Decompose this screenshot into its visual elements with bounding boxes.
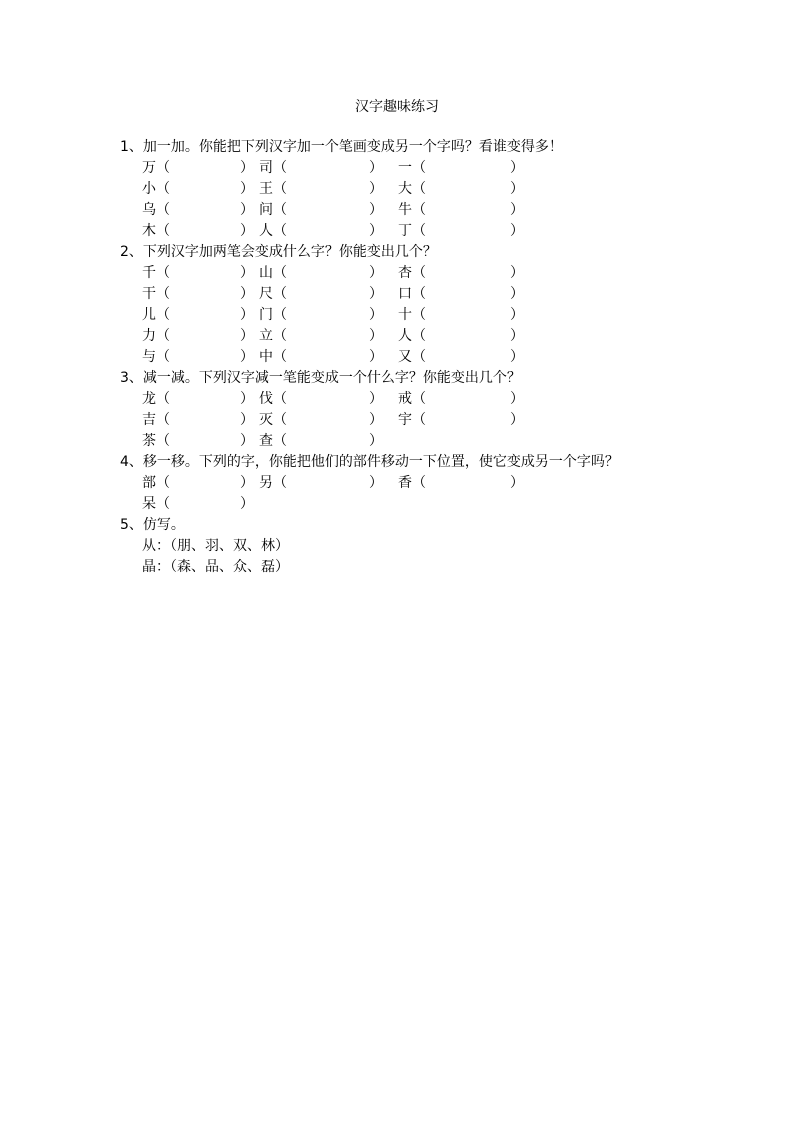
- paren-open: （: [273, 265, 287, 281]
- paren-close: ）: [510, 328, 524, 344]
- paren-close: ）: [510, 307, 524, 323]
- paren-open: （: [273, 433, 287, 449]
- exercise-item: [259, 179, 383, 200]
- exercise-row: [0, 158, 794, 179]
- source-character: 牛: [398, 202, 412, 218]
- source-character: 又: [398, 349, 412, 365]
- source-character: 力: [142, 328, 156, 344]
- paren-open: （: [156, 223, 170, 239]
- paren-close: ）: [240, 391, 254, 407]
- paren-open: （: [412, 181, 426, 197]
- paren-close: ）: [510, 223, 524, 239]
- exercise-item: [142, 473, 254, 494]
- exercise-item: [142, 410, 254, 431]
- exercise-item: [259, 200, 383, 221]
- exercise-item: [142, 494, 254, 515]
- paren-open: （: [156, 286, 170, 302]
- exercise-item: [259, 410, 383, 431]
- exercise-item: [398, 473, 524, 494]
- source-character: 另: [259, 475, 273, 491]
- paren-close: ）: [369, 349, 383, 365]
- paren-close: ）: [510, 265, 524, 281]
- exercise-row: [0, 221, 794, 242]
- paren-open: （: [156, 181, 170, 197]
- paren-open: （: [273, 181, 287, 197]
- paren-open: （: [156, 475, 170, 491]
- question-heading: 3、减一减。下列汉字减一笔能变成一个什么字？你能变出几个？: [120, 370, 521, 386]
- exercise-row: [0, 347, 794, 368]
- exercise-item: [398, 389, 524, 410]
- paren-close: ）: [240, 265, 254, 281]
- source-character: 千: [142, 265, 156, 281]
- paren-close: ）: [510, 391, 524, 407]
- paren-open: （: [273, 286, 287, 302]
- paren-close: ）: [369, 433, 383, 449]
- exercise-item: [142, 305, 254, 326]
- paren-open: （: [412, 412, 426, 428]
- exercise-row: [0, 431, 794, 452]
- exercise-item: [142, 326, 254, 347]
- source-character: 戒: [398, 391, 412, 407]
- source-character: 杏: [398, 265, 412, 281]
- source-character: 与: [142, 349, 156, 365]
- source-character: 中: [259, 349, 273, 365]
- exercise-item: [398, 221, 524, 242]
- exercise-item: [398, 326, 524, 347]
- source-character: 香: [398, 475, 412, 491]
- source-character: 龙: [142, 391, 156, 407]
- exercise-item: [259, 158, 383, 179]
- exercise-row: [0, 179, 794, 200]
- exercise-item: [398, 158, 524, 179]
- exercise-item: [142, 221, 254, 242]
- source-character: 伐: [259, 391, 273, 407]
- source-character: 人: [259, 223, 273, 239]
- paren-close: ）: [369, 286, 383, 302]
- paren-open: （: [156, 391, 170, 407]
- paren-open: （: [156, 265, 170, 281]
- paren-open: （: [156, 412, 170, 428]
- paren-close: ）: [369, 223, 383, 239]
- paren-open: （: [412, 349, 426, 365]
- paren-close: ）: [240, 286, 254, 302]
- source-character: 小: [142, 181, 156, 197]
- paren-close: ）: [240, 181, 254, 197]
- paren-open: （: [273, 328, 287, 344]
- exercise-item: [398, 263, 524, 284]
- source-character: 部: [142, 475, 156, 491]
- paren-open: （: [273, 223, 287, 239]
- source-character: 人: [398, 328, 412, 344]
- source-character: 万: [142, 160, 156, 176]
- exercise-item: [142, 158, 254, 179]
- paren-close: ）: [510, 412, 524, 428]
- paren-open: （: [412, 307, 426, 323]
- paren-close: ）: [240, 412, 254, 428]
- paren-close: ）: [240, 433, 254, 449]
- paren-open: （: [156, 160, 170, 176]
- source-character: 查: [259, 433, 273, 449]
- paren-open: （: [273, 307, 287, 323]
- exercise-row: [0, 389, 794, 410]
- exercise-row: [0, 473, 794, 494]
- source-character: 口: [398, 286, 412, 302]
- source-character: 乌: [142, 202, 156, 218]
- source-character: 门: [259, 307, 273, 323]
- source-character: 呆: [142, 496, 156, 512]
- paren-close: ）: [240, 496, 254, 512]
- paren-open: （: [156, 328, 170, 344]
- paren-close: ）: [240, 202, 254, 218]
- exercise-item: [142, 284, 254, 305]
- section-heading-line: [0, 242, 794, 263]
- paren-close: ）: [510, 160, 524, 176]
- section-heading-line: [0, 368, 794, 389]
- exercise-item: [398, 200, 524, 221]
- source-character: 茶: [142, 433, 156, 449]
- source-character: 儿: [142, 307, 156, 323]
- source-character: 尺: [259, 286, 273, 302]
- exercise-row: [0, 284, 794, 305]
- exercise-row: [0, 410, 794, 431]
- exercise-item: [142, 389, 254, 410]
- paren-open: （: [273, 349, 287, 365]
- source-character: 一: [398, 160, 412, 176]
- paren-open: （: [412, 265, 426, 281]
- source-character: 十: [398, 307, 412, 323]
- paren-close: ）: [240, 160, 254, 176]
- paren-close: ）: [369, 475, 383, 491]
- paren-close: ）: [369, 307, 383, 323]
- exercise-item: [259, 431, 383, 452]
- exercise-row: [0, 305, 794, 326]
- paren-close: ）: [369, 160, 383, 176]
- paren-open: （: [412, 223, 426, 239]
- source-character: 吉: [142, 412, 156, 428]
- imitation-example: 晶：（森、品、众、磊）: [142, 559, 289, 575]
- paren-close: ）: [369, 265, 383, 281]
- exercise-row: [0, 263, 794, 284]
- exercise-item: [259, 263, 383, 284]
- paren-open: （: [412, 391, 426, 407]
- paren-close: ）: [240, 349, 254, 365]
- source-character: 宇: [398, 412, 412, 428]
- exercise-item: [259, 347, 383, 368]
- exercise-item: [259, 305, 383, 326]
- paren-open: （: [156, 433, 170, 449]
- exercise-item: [398, 179, 524, 200]
- paren-open: （: [412, 160, 426, 176]
- paren-open: （: [156, 349, 170, 365]
- source-character: 王: [259, 181, 273, 197]
- paren-open: （: [273, 475, 287, 491]
- question-heading: 4、移一移。下列的字，你能把他们的部件移动一下位置，使它变成另一个字吗？: [120, 454, 619, 470]
- paren-close: ）: [240, 223, 254, 239]
- source-character: 灭: [259, 412, 273, 428]
- paren-close: ）: [510, 181, 524, 197]
- exercise-item: [259, 473, 383, 494]
- exercise-row: [0, 326, 794, 347]
- paren-open: （: [273, 160, 287, 176]
- exercise-item: [142, 431, 254, 452]
- source-character: 山: [259, 265, 273, 281]
- paren-close: ）: [369, 328, 383, 344]
- source-character: 丁: [398, 223, 412, 239]
- exercise-item: [398, 284, 524, 305]
- paren-close: ）: [369, 181, 383, 197]
- question-heading: 5、仿写。: [120, 517, 185, 533]
- paren-close: ）: [240, 475, 254, 491]
- paren-close: ）: [510, 349, 524, 365]
- source-character: 大: [398, 181, 412, 197]
- paren-close: ）: [240, 307, 254, 323]
- imitation-example: 从：（朋、羽、双、林）: [142, 538, 289, 554]
- paren-close: ）: [510, 202, 524, 218]
- exercise-item: [398, 410, 524, 431]
- paren-open: （: [412, 328, 426, 344]
- paren-open: （: [273, 412, 287, 428]
- exercise-item: [398, 347, 524, 368]
- paren-close: ）: [369, 412, 383, 428]
- paren-open: （: [412, 286, 426, 302]
- exercise-item: [142, 179, 254, 200]
- question-heading: 2、下列汉字加两笔会变成什么字？你能变出几个？: [120, 244, 437, 260]
- exercise-item: [142, 347, 254, 368]
- exercise-item: [259, 221, 383, 242]
- paren-open: （: [273, 391, 287, 407]
- exercise-item: [259, 389, 383, 410]
- section-heading-line: [0, 515, 794, 536]
- section-heading-line: [0, 137, 794, 158]
- exercise-row: [0, 200, 794, 221]
- source-character: 立: [259, 328, 273, 344]
- source-character: 干: [142, 286, 156, 302]
- example-line: [0, 536, 794, 557]
- paren-close: ）: [510, 286, 524, 302]
- exercise-item: [259, 284, 383, 305]
- paren-close: ）: [369, 391, 383, 407]
- source-character: 木: [142, 223, 156, 239]
- paren-open: （: [412, 202, 426, 218]
- paren-close: ）: [510, 475, 524, 491]
- exercise-item: [259, 326, 383, 347]
- exercise-item: [142, 200, 254, 221]
- paren-close: ）: [369, 202, 383, 218]
- paren-open: （: [156, 307, 170, 323]
- exercise-item: [142, 263, 254, 284]
- exercise-row: [0, 494, 794, 515]
- example-line: [0, 557, 794, 578]
- paren-open: （: [273, 202, 287, 218]
- exercise-item: [398, 305, 524, 326]
- section-heading-line: [0, 452, 794, 473]
- paren-close: ）: [240, 328, 254, 344]
- paren-open: （: [412, 475, 426, 491]
- source-character: 问: [259, 202, 273, 218]
- source-character: 司: [259, 160, 273, 176]
- question-heading: 1、加一加。你能把下列汉字加一个笔画变成另一个字吗？看谁变得多！: [120, 139, 563, 155]
- paren-open: （: [156, 202, 170, 218]
- page-title: 汉字趣味练习: [355, 99, 439, 115]
- paren-open: （: [156, 496, 170, 512]
